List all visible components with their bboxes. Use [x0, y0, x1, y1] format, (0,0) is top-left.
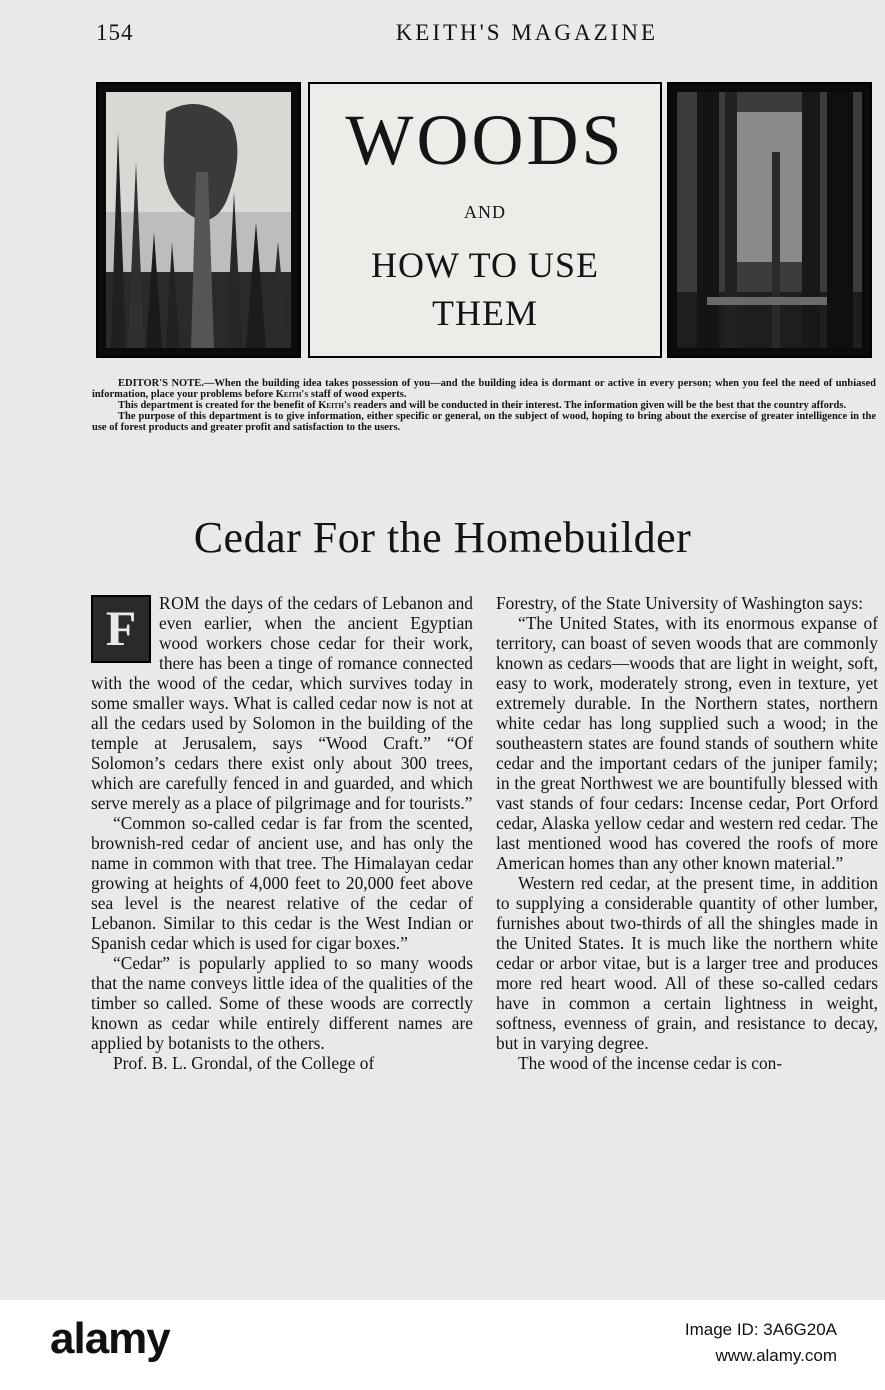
alamy-logo: alamy: [50, 1314, 170, 1363]
magazine-title: KEITH'S MAGAZINE: [395, 20, 658, 45]
image-id: Image ID: 3A6G20A: [684, 1320, 837, 1339]
drop-cap-letter: F: [105, 600, 137, 656]
editors-note-lead: EDITOR'S NOTE.—When the building idea takes possession of you—and the building idea is dormant or active in every person; when you feel the need of unbiased information, place your problems before: [92, 378, 876, 400]
article-column-right: [496, 593, 878, 1243]
watermark-url: www.alamy.com: [715, 1346, 837, 1365]
editors-note-paragraph-2: [92, 400, 876, 411]
article-paragraph-3: “Cedar” is popularly applied to so many woods that the name conveys little idea of the qualities of the timber so called. Some of these woods are correctly known as cedar while entirely different names are applied by botanists to the others.: [91, 953, 473, 1053]
article-paragraph-1: [91, 593, 473, 813]
department-title-box: [308, 82, 662, 358]
department-subtitle-line1: HOW TO USE: [370, 245, 600, 285]
running-head: [96, 20, 658, 54]
article-column-left: [91, 593, 473, 1243]
editors-note-paragraph-3: The purpose of this department is to give information, either specific or general, on the subject of wood, hoping to bring about the exercise of greater intelligence in the use of forest products and greater profit and satisfaction to the users.: [92, 411, 876, 433]
editors-note-keith: Keith's: [275, 389, 309, 400]
article-paragraph-6: “The United States, with its enormous expanse of territory, can boast of seven woods that are commonly known as cedars—woods that are light in weight, soft, easy to work, moderately strong, even in texture, yet extremely durable. In the Northern states, northern white cedar has long supplied such a wood; in the southeastern states are found stands of southern white cedar and the important cedars of the juniper family; in the great Northwest we are bountifully blessed with vast stands of four cedars: Incense cedar, Port Orford cedar, Alaska yellow cedar and western red cedar. The last mentioned wood has covered the roofs of more American homes than any other known material.”: [496, 613, 878, 873]
article-paragraph-5: Forestry, of the State University of Washington says:: [496, 593, 864, 613]
stock-watermark-bar: [0, 1300, 885, 1390]
editors-note-p2-a: This department is created for the benefit of: [118, 400, 319, 411]
forest-photo-right: [667, 82, 872, 358]
article-paragraph-4: Prof. B. L. Grondal, of the College of: [113, 1053, 375, 1073]
editors-note-p2-b: readers and will be conducted in their interest. The information given will be the best that the country affords.: [350, 400, 847, 411]
article-paragraph-7: Western red cedar, at the present time, in addition to supplying a considerable quantity of other lumber, furnishes about two-thirds of all the shingles made in the United States. It is much like the northern white cedar or arbor vitae, but is a larger tree and produces more red heart wood. All of these so-called cedars have in common a certain lightness in weight, softness, evenness of grain, and resistance to decay, but in varying degree.: [496, 873, 878, 1053]
forest-illustration-right: [677, 92, 862, 348]
department-title: WOODS: [345, 100, 625, 180]
article-paragraph-8: The wood of the incense cedar is con-: [518, 1053, 783, 1073]
article-paragraph-1-text: the days of the cedars of Lebanon and even earlier, when the ancient Egyptian wood workers chose cedar for their work, there has been a tinge of romance connected with the wood of the cedar, which survives today in some smaller ways. What is called cedar now is not at all the cedars used by Solomon in the building of the temple at Jerusalem, says “Wood Craft.” “Of Solomon’s cedars there exist only about 300 trees, which are carefully fenced in and guarded, and which serve merely as a place of pilgrimage and for tourists.”: [91, 593, 473, 813]
department-title-and: AND: [464, 202, 506, 222]
department-subtitle-line2: THEM: [432, 293, 538, 333]
forest-illustration-left: [106, 92, 291, 348]
forest-photo-left: [96, 82, 301, 358]
editors-note: [92, 378, 876, 433]
article-paragraph-2: “Common so-called cedar is far from the scented, brownish-red cedar of ancient use, and has only the name in common with that tree. The Himalayan cedar growing at heights of 4,000 feet to 20,000 feet above sea level is the nearest relative of the cedar of Lebanon. Similar to this cedar is the West Indian or Spanish cedar which is used for cigar boxes.”: [91, 813, 473, 953]
drop-cap-initial: [91, 595, 151, 663]
editors-note-paragraph-1: [92, 378, 876, 400]
page-number: 154: [96, 20, 134, 45]
article-title: Cedar For the Homebuilder: [193, 513, 692, 562]
opening-word: ROM: [159, 593, 201, 613]
editors-note-p2-keith: Keith's: [318, 400, 351, 411]
editors-note-lead-end: staff of wood experts.: [308, 389, 407, 400]
